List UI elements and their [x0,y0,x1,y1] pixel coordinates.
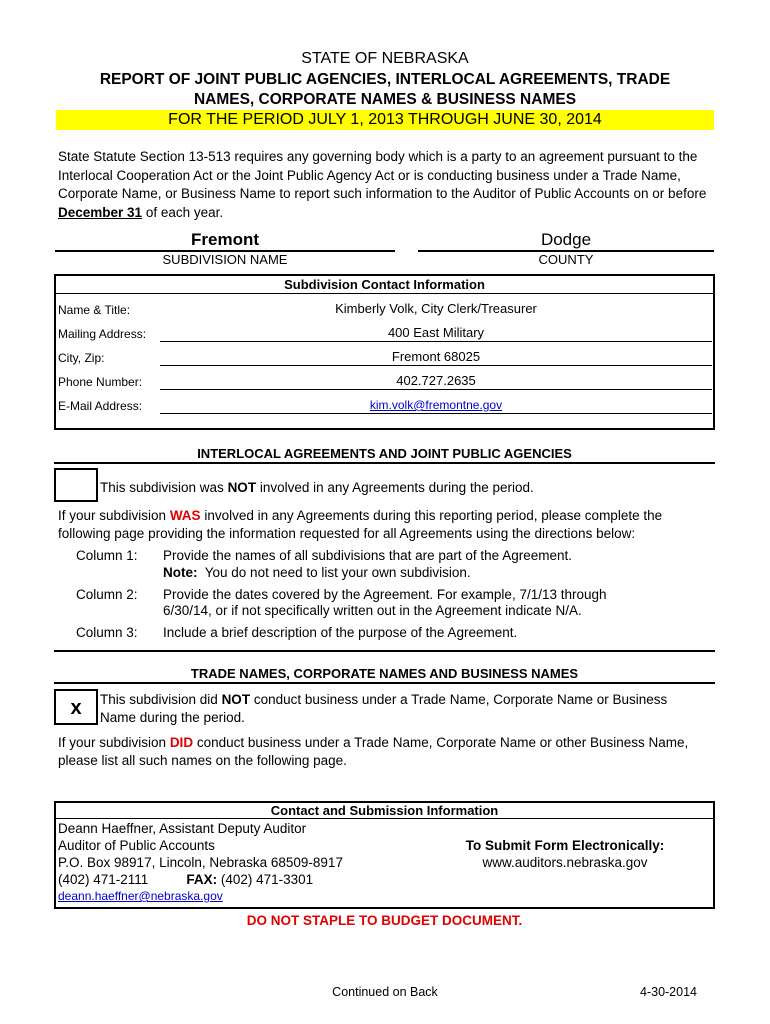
submit-electronically-heading: To Submit Form Electronically: [465,838,665,853]
name-title-label: Name & Title: [58,303,131,317]
column3-label: Column 3: [76,625,138,640]
county-field[interactable]: Dodge [540,230,592,249]
report-title [0,70,770,110]
trade-not-text-line1 [100,691,667,709]
auditor-name: Deann Haeffner, Assistant Deputy Auditor [58,821,307,836]
auditor-fax: (402) 471-3301 [220,872,314,887]
trade-not-conducted-checkbox[interactable]: x [54,689,98,725]
column2-text-line1: Provide the dates covered by the Agreement. For example, 7/1/13 through [163,587,607,602]
interlocal-not-text-b: involved in any Agreements during the period. [256,480,534,495]
email-field[interactable] [160,398,712,412]
auditor-address: P.O. Box 98917, Lincoln, Nebraska 68509-8917 [58,855,343,870]
trade-heading: TRADE NAMES, CORPORATE NAMES AND BUSINESS NAMES [190,666,579,681]
interlocal-not-word: NOT [227,480,257,495]
submission-heading: Contact and Submission Information [270,803,499,818]
mailing-address-field[interactable]: 400 East Military [387,325,485,340]
column1-note-text: You do not need to list your own subdivision. [197,565,471,580]
auditor-email-link[interactable]: deann.haeffner@nebraska.gov [58,889,223,903]
subdivision-name-label: SUBDIVISION NAME [162,252,288,267]
auditor-office: Auditor of Public Accounts [58,838,215,853]
interlocal-not-involved-text [100,479,534,497]
statute-deadline: December 31 [58,204,143,220]
interlocal-was-word: WAS [169,508,201,523]
submit-electronically-url[interactable]: www.auditors.nebraska.gov [482,855,648,870]
reporting-period: FOR THE PERIOD JULY 1, 2013 THROUGH JUNE 30, 2014 [168,111,602,128]
trade-heading-rule [54,682,715,684]
trade-not-text-line2: Name during the period. [100,710,245,725]
county-label: COUNTY [538,252,594,267]
email-underline [160,413,712,414]
submission-heading-divider [54,818,715,819]
trade-did-word: DID [169,735,194,750]
email-link[interactable]: kim.volk@fremontne.gov [369,398,503,412]
trade-not-word: NOT [221,692,251,707]
subdivision-name-field[interactable]: Fremont [191,230,259,249]
column2-text-line2: 6/30/14, or if not specifically written out in the Agreement indicate N/A. [163,603,582,618]
statute-text: State Statute Section 13-513 requires any governing body which is a party to an agreement pursuant to the Interlocal Cooperation Act or the Joint Public Agency Act or is conducting business under a Trade Name, Corporate Name, or Business Name to report such information to the Auditor of Public Accounts on or before [58,149,707,201]
continued-on-back: Continued on Back [332,985,438,999]
statute-text-end: of each year. [142,204,224,220]
interlocal-not-text-a: This subdivision was [100,480,228,495]
form-date: 4-30-2014 [640,985,697,999]
statute-paragraph [58,148,718,222]
mailing-address-underline [160,341,712,342]
interlocal-instructions [58,507,718,543]
trade-if-text-line1 [58,734,688,752]
mailing-address-label: Mailing Address: [58,327,147,341]
city-zip-field[interactable]: Fremont 68025 [391,349,481,364]
report-title-line1: REPORT OF JOINT PUBLIC AGENCIES, INTERLOCAL AGREEMENTS, TRADE [99,71,671,88]
trade-not-text-b: conduct business under a Trade Name, Corporate Name or Business [250,692,668,707]
interlocal-heading: INTERLOCAL AGREEMENTS AND JOINT PUBLIC AGENCIES [197,446,572,461]
phone-field[interactable]: 402.727.2635 [396,373,476,388]
no-staple-warning: DO NOT STAPLE TO BUDGET DOCUMENT. [246,913,523,928]
column2-label: Column 2: [76,587,138,602]
name-title-field[interactable]: Kimberly Volk, City Clerk/Treasurer [335,301,537,316]
interlocal-if-text-a: If your subdivision [58,508,170,523]
trade-if-text-b: conduct business under a Trade Name, Corporate Name or other Business Name, [193,735,689,750]
interlocal-if-text-b: involved in any Agreements during this reporting period, please complete the following page providing the information requested for all Agreements using the directions below: [58,508,663,541]
email-label: E-Mail Address: [58,399,143,413]
column1-note-label: Note: [163,565,198,580]
state-title: STATE OF NEBRASKA [301,50,469,67]
trade-if-text-line2: please list all such names on the following page. [58,753,347,768]
contact-heading: Subdivision Contact Information [284,277,485,292]
auditor-phone-fax [58,871,313,889]
column1-text: Provide the names of all subdivisions that are part of the Agreement. [163,548,572,563]
fax-label: FAX: [186,872,218,887]
contact-heading-divider [54,293,715,294]
phone-label: Phone Number: [58,375,143,389]
trade-if-text-a: If your subdivision [58,735,170,750]
column3-text: Include a brief description of the purpose of the Agreement. [163,625,518,640]
city-zip-underline [160,365,712,366]
column1-label: Column 1: [76,548,138,563]
auditor-email[interactable] [58,889,223,903]
phone-underline [160,389,712,390]
trade-top-rule [54,650,715,652]
column1-note [163,564,471,582]
interlocal-heading-rule [54,462,715,464]
interlocal-not-involved-checkbox[interactable] [54,468,98,502]
city-zip-label: City, Zip: [58,351,105,365]
trade-not-text-a: This subdivision did [100,692,222,707]
report-title-line2: NAMES, CORPORATE NAMES & BUSINESS NAMES [193,91,577,108]
auditor-phone: (402) 471-2111 [58,872,149,887]
